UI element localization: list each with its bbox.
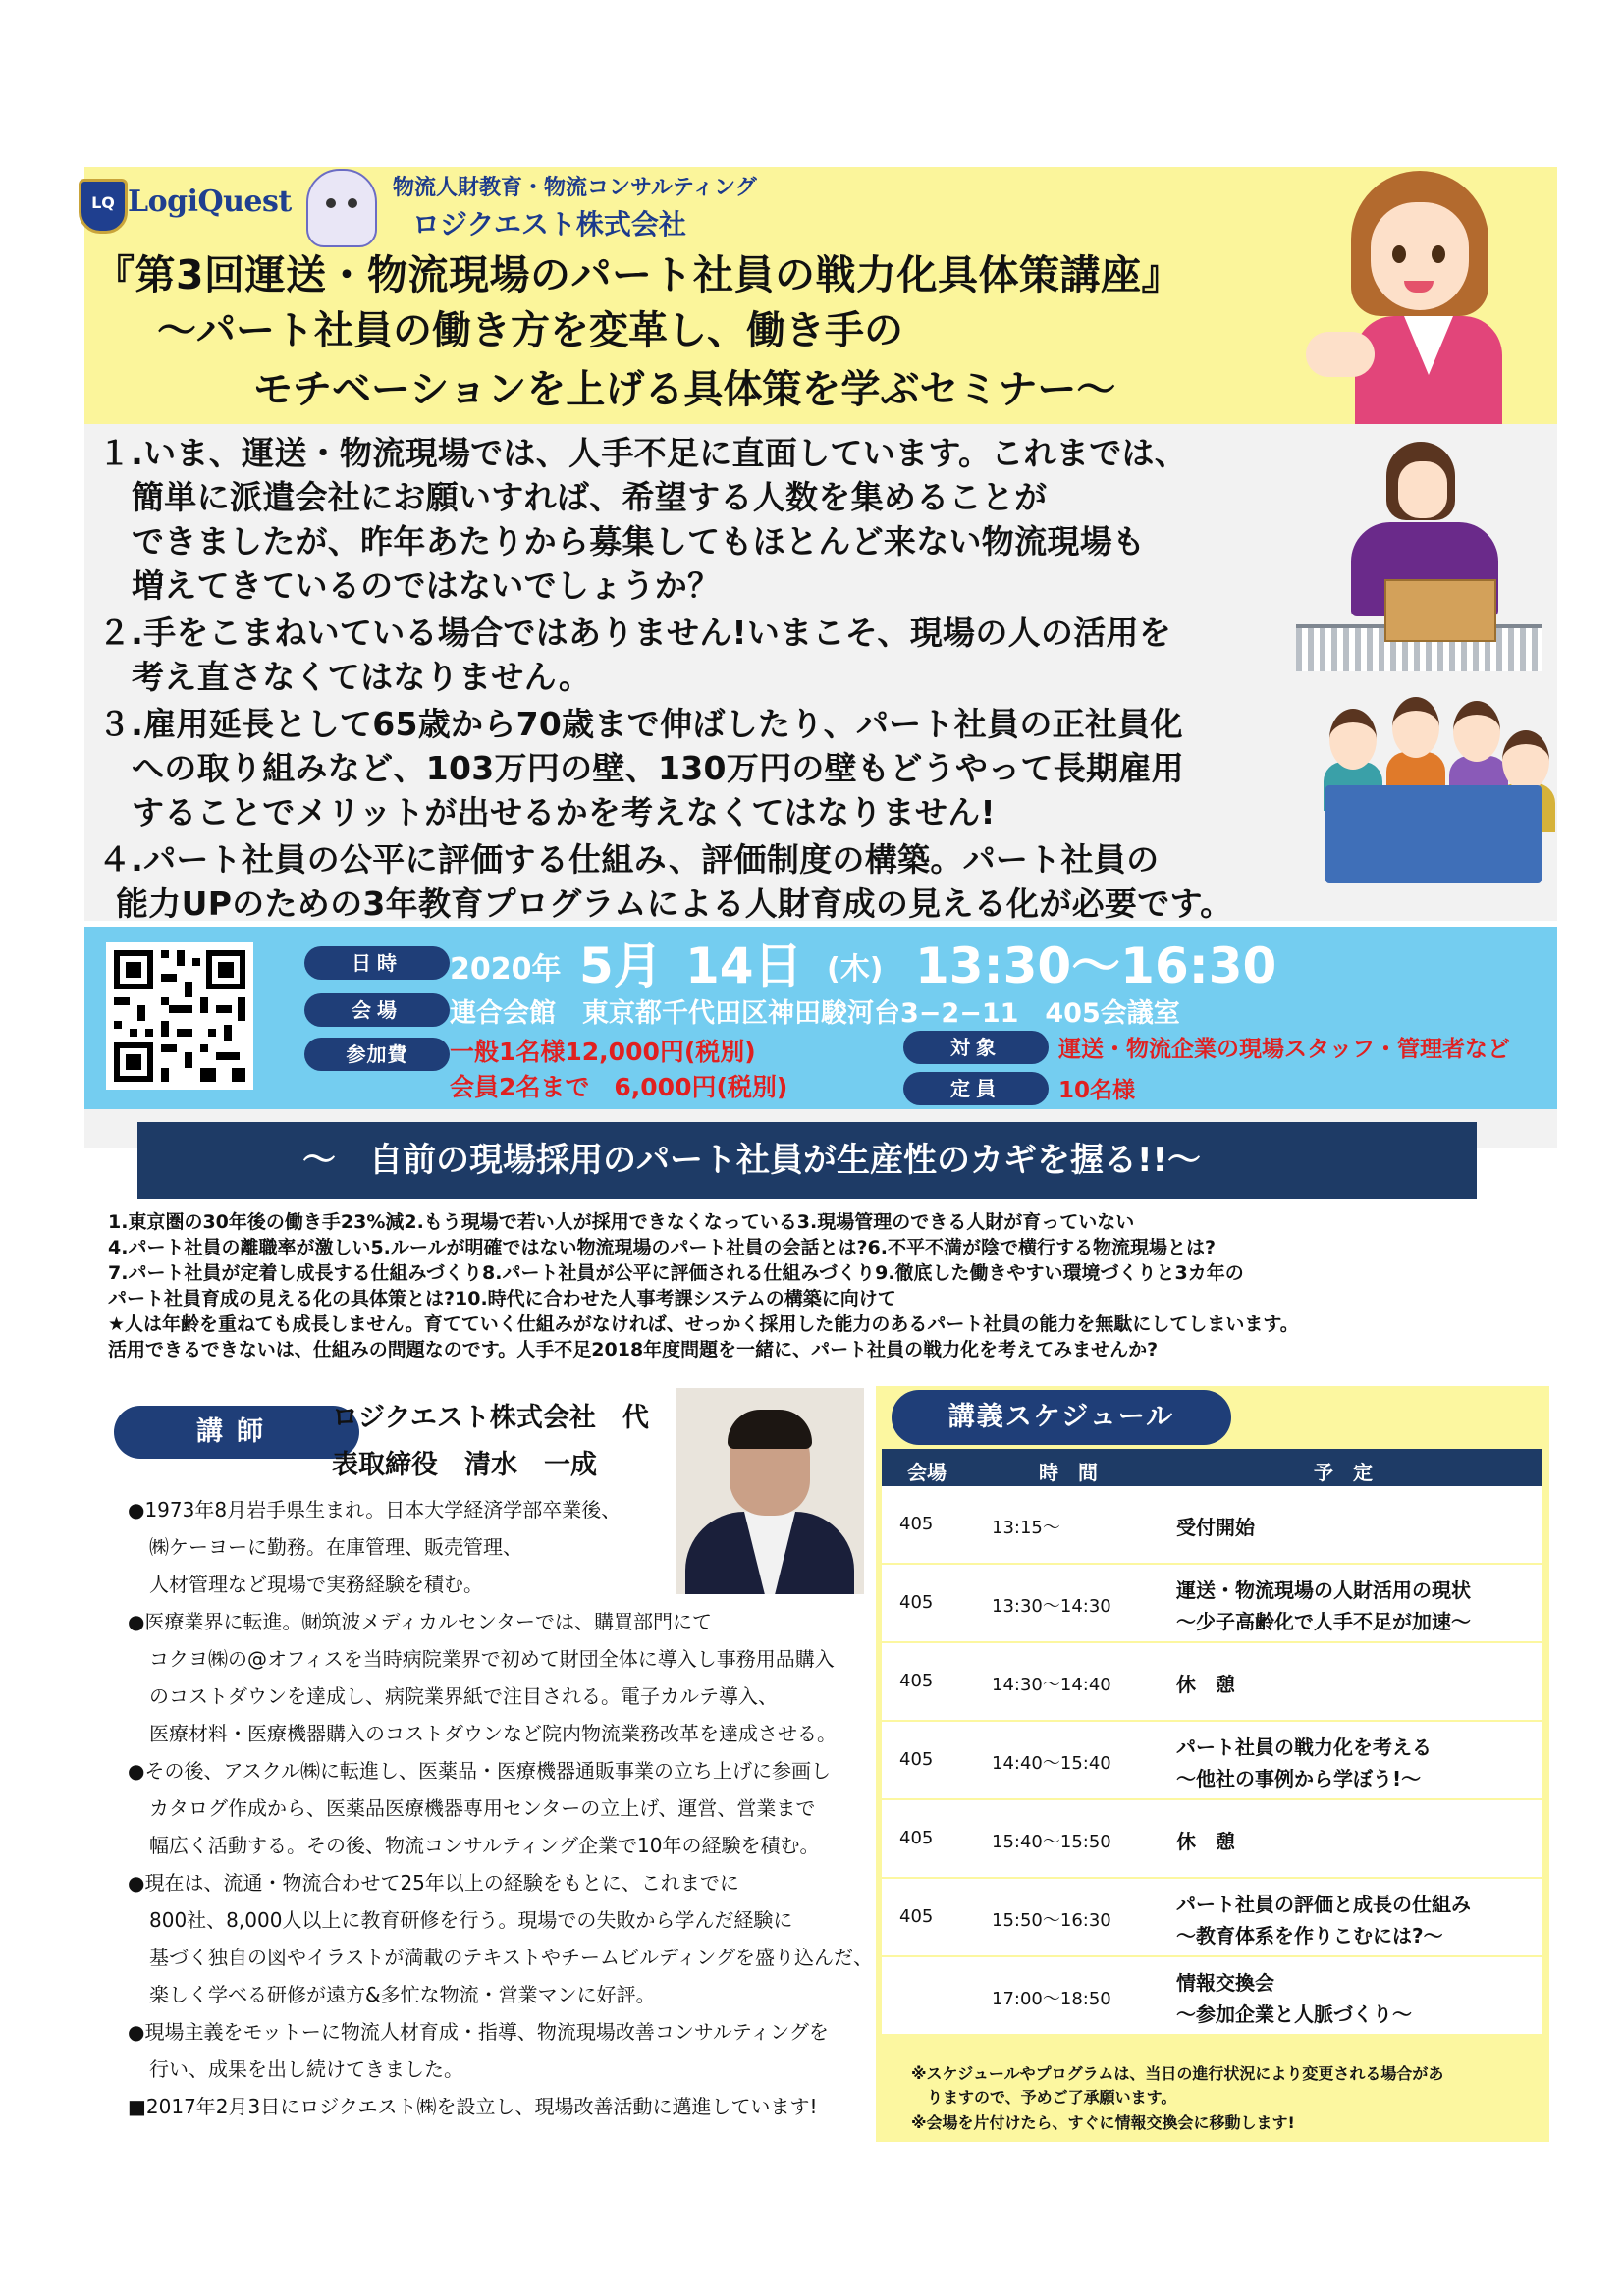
cardboard-box xyxy=(1384,579,1496,642)
row-program-sub: ～他社の事例から学ぼう!～ xyxy=(1176,1767,1422,1790)
header-time: 時 間 xyxy=(1039,1461,1098,1484)
instructor-photo xyxy=(676,1388,864,1594)
intro-line: 考え直さなくてはなりません。 xyxy=(132,658,592,696)
schedule-header-row xyxy=(882,1449,1542,1486)
bio-line: ㈱ケーヨーに勤務。在庫管理、販売管理、 xyxy=(149,1535,522,1559)
row-program-sub: ～少子高齢化で人手不足が加速～ xyxy=(1176,1610,1471,1633)
logo-text: LogiQuest xyxy=(128,185,292,219)
bio-line: 基づく独自の図やイラストが満載のテキストやチームビルディングを盛り込んだ、 xyxy=(149,1946,873,1969)
row-program: 休 憩 xyxy=(1176,1673,1235,1696)
row-program: 休 憩 xyxy=(1176,1830,1235,1853)
schedule-row xyxy=(882,1879,1542,1957)
eye xyxy=(1392,245,1406,263)
row-program: 受付開始 xyxy=(1176,1516,1255,1539)
schedule-row xyxy=(882,1565,1542,1643)
row-time: 13:30～14:30 xyxy=(992,1596,1111,1617)
row-program: 運送・物流現場の人財活用の現状 xyxy=(1176,1578,1471,1602)
row-time: 17:00～18:50 xyxy=(992,1989,1111,2009)
shirt xyxy=(1404,316,1453,375)
row-room: 405 xyxy=(899,1906,934,1927)
instructor-name-line2: 表取締役 清水 一成 xyxy=(332,1450,597,1480)
worker-head xyxy=(1392,697,1439,758)
intro-line: への取り組みなど、103万円の壁、130万円の壁もどうやって長期雇用 xyxy=(132,749,1184,787)
worker-head xyxy=(1502,730,1549,791)
seminar-subtitle-line1: ～パート社員の働き方を変革し、働き手の xyxy=(157,308,903,353)
bio-line: 医療材料・医療機器購入のコストダウンなど院内物流業務改革を達成させる。 xyxy=(149,1722,837,1745)
company-name: ロジクエスト株式会社 xyxy=(412,208,686,240)
mascot-eye xyxy=(348,198,357,208)
schedule-row xyxy=(882,1957,1542,2036)
bio-line: ●1973年8月岩手県生まれ。日本大学経済学部卒業後、 xyxy=(128,1498,622,1522)
company-tagline: 物流人財教育・物流コンサルティング xyxy=(393,176,757,200)
row-program-sub: ～参加企業と人脈づくり～ xyxy=(1176,2002,1412,2026)
schedule-row xyxy=(882,1722,1542,1800)
schedule-note: りますので、予めご了承願います。 xyxy=(911,2088,1177,2107)
intro-line: することでメリットが出せるかを考えなくてはなりません! xyxy=(132,793,996,831)
intro-line: 能力UPのための3年教育プログラムによる人財育成の見える化が必要です。 xyxy=(116,884,1233,923)
row-time: 13:15～ xyxy=(992,1518,1060,1538)
date-label: 日時 xyxy=(304,946,450,980)
instructor-label: 講師 xyxy=(114,1406,359,1459)
row-program-sub: ～教育体系を作りこむには?～ xyxy=(1176,1924,1443,1948)
schedule-note: ※会場を片付けたら、すぐに情報交換会に移動します! xyxy=(911,2113,1295,2132)
summary-line: 活用できるできないは、仕組みの問題なのです。人手不足2018年度問題を一緒に、パート社員の戦力化を考えてみませんか? xyxy=(108,1339,1159,1361)
hand xyxy=(1306,332,1375,377)
venue-address: 連合会館 東京都千代田区神田駿河台3−2−11 405会議室 xyxy=(450,998,1180,1029)
bio-line: ●現場主義をモットーに物流人材育成・指導、物流現場改善コンサルティングを xyxy=(128,2020,829,2044)
intro-line: できましたが、昨年あたりから募集してもほとんど来ない物流現場も xyxy=(132,522,1146,561)
schedule-note: ※スケジュールやプログラムは、当日の進行状況により変更される場合があ xyxy=(911,2064,1444,2083)
summary-line: ★人は年齢を重ねても成長しません。育てていく仕組みがなければ、せっかく採用した能力のあるパート社員の能力を無駄にしてしまいます。 xyxy=(108,1313,1299,1335)
schedule-row xyxy=(882,1486,1542,1565)
bio-line: 800社、8,000人以上に教育研修を行う。現場での失敗から学んだ経験に xyxy=(149,1908,793,1932)
instructor-name-line1: ロジクエスト株式会社 代 xyxy=(332,1403,649,1433)
fee-label: 参加費 xyxy=(304,1038,450,1071)
capacity-value: 10名様 xyxy=(1058,1078,1136,1103)
event-year: 2020年 xyxy=(450,952,562,987)
event-weekday: (木) xyxy=(827,952,884,987)
row-time: 14:30～14:40 xyxy=(992,1675,1111,1695)
schedule-row xyxy=(882,1800,1542,1879)
bio-line: ●現在は、流通・物流合わせて25年以上の経験をもとに、これまでに xyxy=(128,1871,739,1895)
summary-line: 7.パート社員が定着し成長する仕組みづくり8.パート社員が公平に評価される仕組みづくり9.徹底した働きやすい環境づくりと3カ年の xyxy=(108,1262,1244,1284)
worker-face xyxy=(1398,461,1447,518)
intro-line: 増えてきているのではないでしょうか？ xyxy=(132,566,721,605)
bio-line: コクヨ㈱の@オフィスを当時病院業界で初めて財団全体に導入し事務用品購入 xyxy=(149,1647,835,1671)
fee-general: 一般1名様12,000円(税別) xyxy=(450,1038,756,1066)
row-room: 405 xyxy=(899,1828,934,1848)
venue-label: 会場 xyxy=(304,993,450,1027)
warehouse-worker-illustration xyxy=(1296,432,1542,667)
jacket xyxy=(1355,316,1502,426)
seminar-title: 『第3回運送・物流現場のパート社員の戦力化具体策講座』 xyxy=(94,251,1183,298)
presenter-illustration xyxy=(1306,165,1532,428)
company-logo xyxy=(79,175,295,234)
bio-line: ●医療業界に転進。㈶筑波メディカルセンターでは、購買部門にて xyxy=(128,1610,713,1633)
capacity-label: 定員 xyxy=(903,1072,1049,1105)
schedule-label: 講義スケジュール xyxy=(892,1390,1231,1445)
bio-line: カタログ作成から、医薬品医療機器専用センターの立上げ、運営、営業まで xyxy=(149,1796,816,1820)
row-room: 405 xyxy=(899,1514,934,1534)
intro-line: ３.雇用延長として65歳から70歳まで伸ばしたり、パート社員の正社員化 xyxy=(98,705,1183,743)
face xyxy=(1371,202,1469,310)
row-time: 14:40～15:40 xyxy=(992,1753,1111,1774)
seminar-subtitle-line2: モチベーションを上げる具体策を学ぶセミナー～ xyxy=(253,367,1116,412)
bio-line: ●その後、アスクル㈱に転進し、医薬品・医療機器通販事業の立ち上げに参画し xyxy=(128,1759,832,1783)
bio-line: 行い、成果を出し続けてきました。 xyxy=(149,2057,463,2081)
fee-member: 会員2名まで 6,000円(税別) xyxy=(450,1073,788,1101)
team-work-illustration xyxy=(1306,697,1551,893)
summary-line: 4.パート社員の離職率が激しい5.ルールが明確ではない物流現場のパート社員の会話とは?6.不平不満が陰で横行する物流現場とは? xyxy=(108,1237,1216,1258)
summary-line: 1.東京圏の30年後の働き手23%減2.もう現場で若い人が採用できなくなっている3.現場管理のできる人財が育っていない xyxy=(108,1211,1135,1233)
intro-line: ２.手をこまねいている場合ではありません!いまこそ、現場の人の活用を xyxy=(98,614,1172,652)
row-program: パート社員の戦力化を考える xyxy=(1176,1735,1432,1759)
target-label: 対象 xyxy=(903,1031,1049,1064)
work-table xyxy=(1325,785,1542,883)
eye xyxy=(1432,245,1445,263)
mascot-icon xyxy=(306,169,377,247)
bio-line: 人材管理など現場で実務経験を積む。 xyxy=(149,1573,483,1596)
row-program: パート社員の評価と成長の仕組み xyxy=(1176,1893,1471,1916)
header-program: 予 定 xyxy=(1314,1461,1373,1484)
worker-head xyxy=(1329,709,1377,770)
target-audience: 運送・物流企業の現場スタッフ・管理者など xyxy=(1058,1037,1510,1062)
row-time: 15:40～15:50 xyxy=(992,1832,1111,1852)
intro-line: １.いま、運送・物流現場では、人手不足に直面しています。これまでは、 xyxy=(98,434,1188,472)
hair xyxy=(728,1410,812,1449)
header-room: 会場 xyxy=(907,1461,947,1484)
bio-line: 幅広く活動する。その後、物流コンサルティング企業で10年の経験を積む。 xyxy=(149,1834,820,1857)
bio-line: ■2017年2月3日にロジクエスト㈱を設立し、現場改善活動に邁進しています! xyxy=(128,2095,818,2118)
mouth xyxy=(1404,281,1434,293)
intro-line: ４.パート社員の公平に評価する仕組み、評価制度の構築。パート社員の xyxy=(98,840,1160,879)
qr-code-icon[interactable] xyxy=(106,942,253,1090)
worker-head xyxy=(1453,701,1500,762)
event-month: 5月 xyxy=(579,937,663,994)
row-program: 情報交換会 xyxy=(1176,1971,1274,1995)
bio-line: 楽しく学べる研修が遠方&多忙な物流・営業マンに好評。 xyxy=(149,1983,656,2006)
schedule-row xyxy=(882,1643,1542,1722)
key-message-banner: ～ 自前の現場採用のパート社員が生産性のカギを握る!!～ xyxy=(137,1122,1477,1199)
event-day: 14日 xyxy=(685,937,803,994)
event-time: 13:30～16:30 xyxy=(915,937,1277,994)
bio-line: のコストダウンを達成し、病院業界紙で注目される。電子カルテ導入、 xyxy=(149,1684,778,1708)
schedule-table xyxy=(882,1449,1542,2036)
logo-shield-icon: LQ xyxy=(79,179,128,234)
mascot-eye xyxy=(326,198,336,208)
intro-line: 簡単に派遣会社にお願いすれば、希望する人数を集めることが xyxy=(132,478,1048,516)
row-room: 405 xyxy=(899,1592,934,1613)
summary-line: パート社員育成の見える化の具体策とは?10.時代に合わせた人事考課システムの構築に向けて xyxy=(108,1288,896,1309)
row-time: 15:50～16:30 xyxy=(992,1910,1111,1931)
row-room: 405 xyxy=(899,1749,934,1770)
row-room: 405 xyxy=(899,1671,934,1691)
